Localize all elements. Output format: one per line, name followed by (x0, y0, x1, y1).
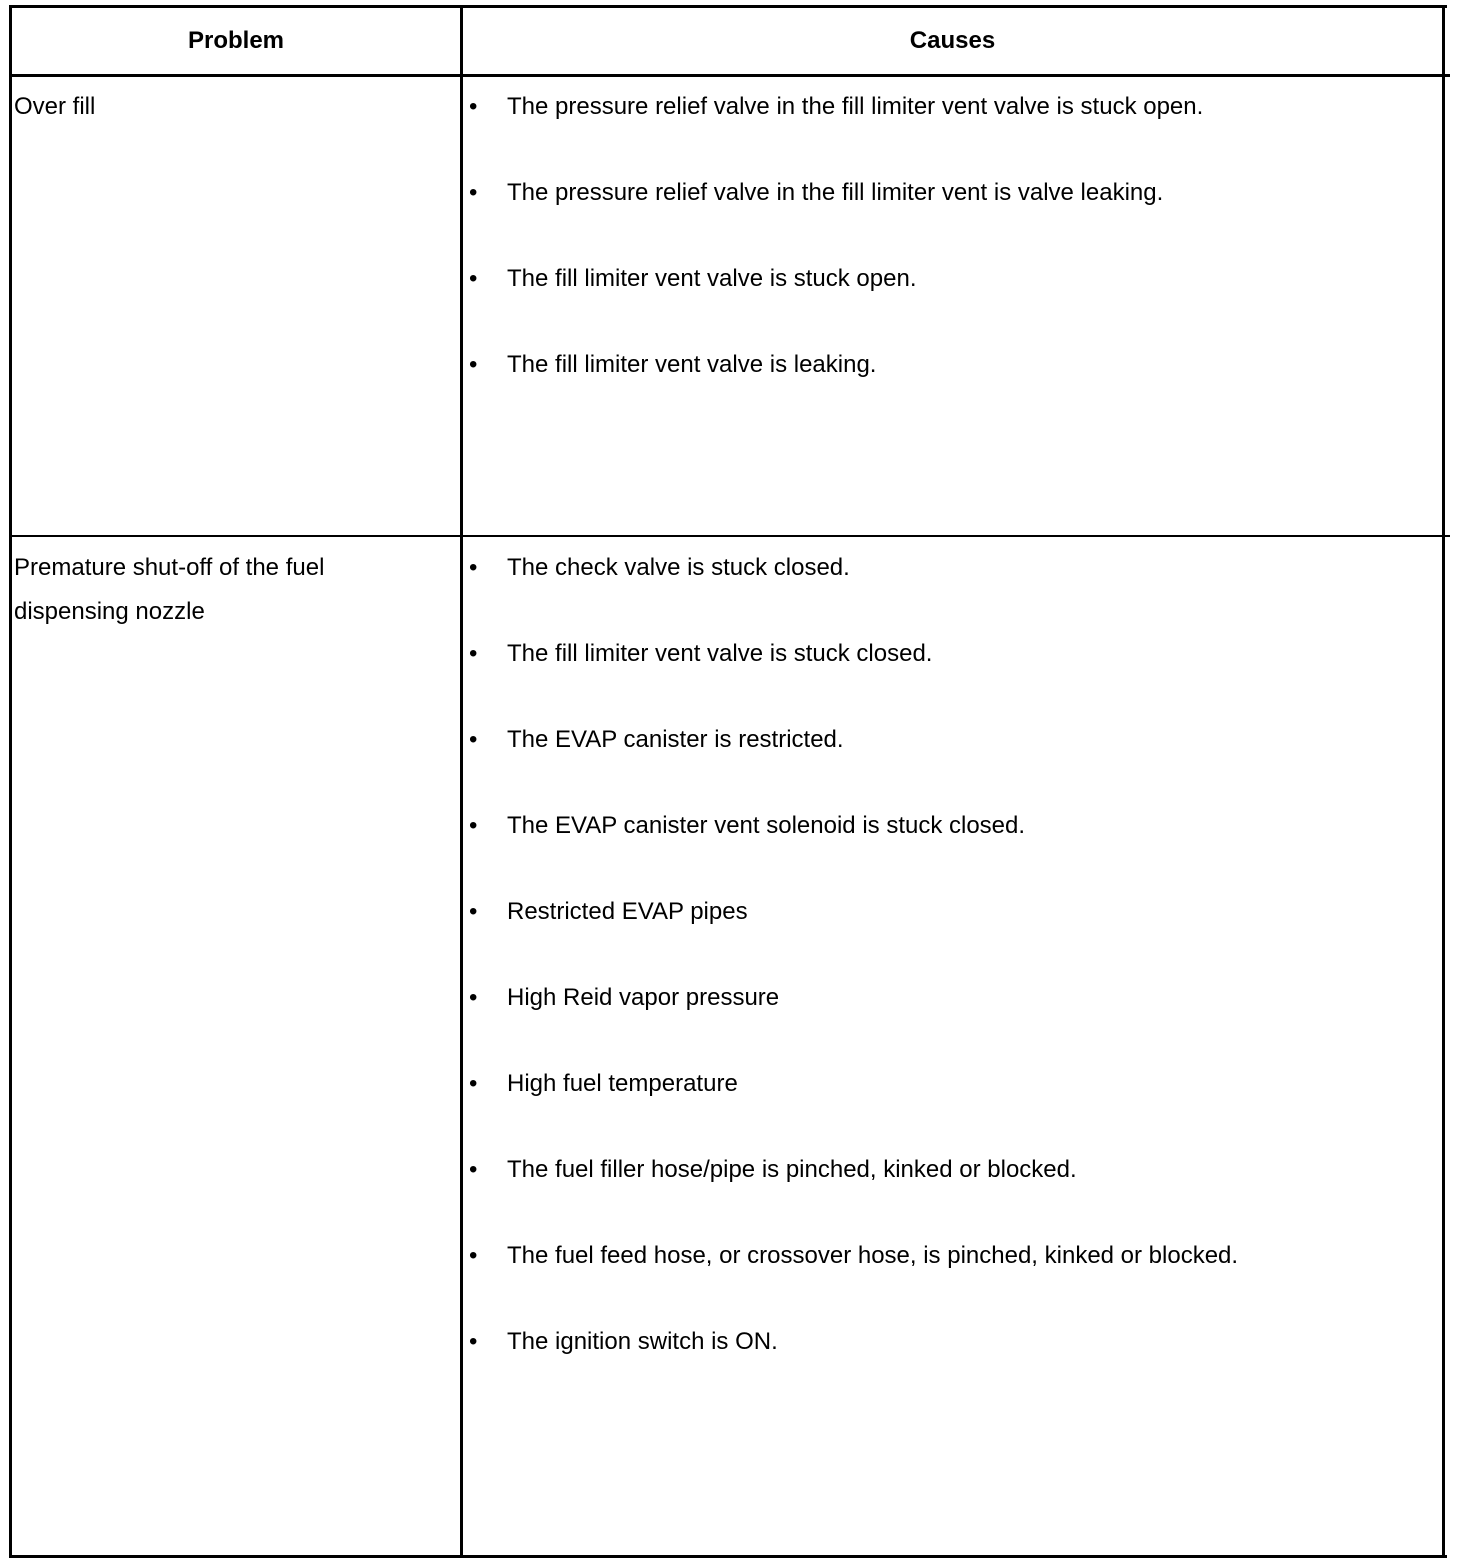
cause-item: • The ignition switch is ON. (466, 1320, 1286, 1364)
bullet-icon: • (469, 984, 478, 1011)
cause-item: • The fill limiter vent valve is stuck closed. (466, 632, 1286, 676)
cause-item: • The fuel filler hose/pipe is pinched, kinked or blocked. (466, 1148, 1286, 1192)
bullet-icon: • (469, 812, 478, 839)
bullet-icon: • (469, 1156, 478, 1183)
bullet-icon: • (469, 265, 478, 292)
bullet-icon: • (469, 726, 478, 753)
cause-item: • The EVAP canister vent solenoid is stuck closed. (466, 804, 1286, 848)
cause-item: • The pressure relief valve in the fill limiter vent valve is stuck open. (466, 85, 1286, 129)
cause-item: • The check valve is stuck closed. (466, 546, 1286, 590)
header-divider (12, 74, 1450, 77)
bullet-icon: • (469, 640, 478, 667)
cause-item: • High fuel temperature (466, 1062, 1286, 1106)
cause-item: • The fill limiter vent valve is stuck open. (466, 257, 1286, 301)
problem-cell-over-fill: Over fill (14, 93, 96, 120)
cause-item: • The pressure relief valve in the fill limiter vent is valve leaking. (466, 171, 1286, 215)
row-divider (12, 535, 1450, 537)
bullet-icon: • (469, 93, 478, 120)
bullet-icon: • (469, 1328, 478, 1355)
header-problem: Problem (187, 27, 285, 54)
bullet-icon: • (469, 1070, 478, 1097)
bullet-icon: • (469, 898, 478, 925)
bullet-icon: • (469, 179, 478, 206)
cause-item: • The fuel feed hose, or crossover hose, is pinched, kinked or blocked. (466, 1234, 1286, 1278)
bullet-icon: • (469, 351, 478, 378)
cause-item: • The EVAP canister is restricted. (466, 718, 1286, 762)
cause-item: • The fill limiter vent valve is leaking. (466, 343, 1286, 387)
problem-cell-premature-shutoff: Premature shut-off of the fuel dispensing nozzle (14, 554, 325, 625)
causes-list-over-fill (466, 85, 1286, 429)
bullet-icon: • (469, 1242, 478, 1269)
right-border (1442, 8, 1445, 1555)
bullet-icon: • (469, 554, 478, 581)
column-divider (460, 8, 463, 1555)
cause-item: • Restricted EVAP pipes (466, 890, 1286, 934)
cause-item: • High Reid vapor pressure (466, 976, 1286, 1020)
header-causes: Causes (909, 27, 996, 54)
causes-list-premature-shutoff (466, 546, 1286, 1406)
